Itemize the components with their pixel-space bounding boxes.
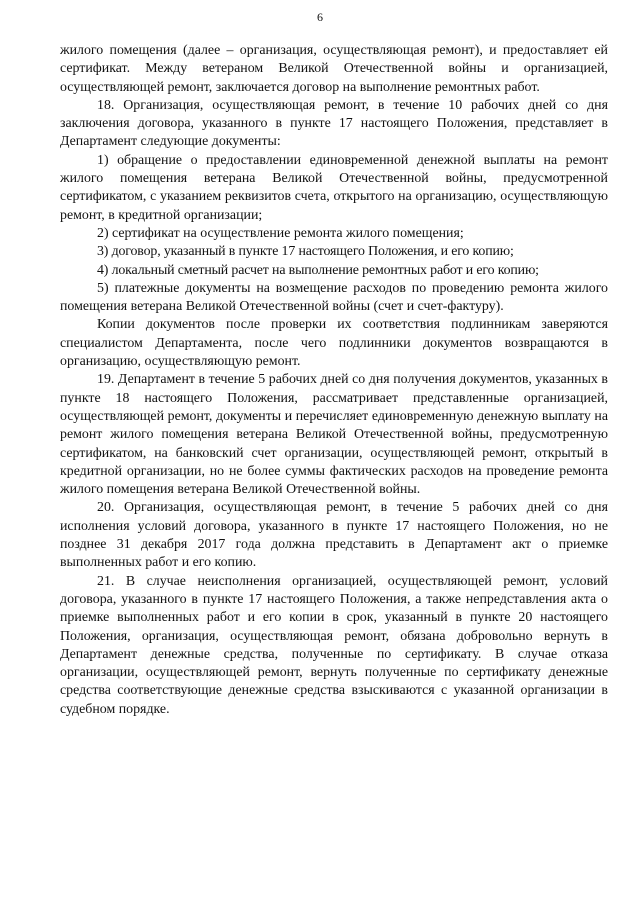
- paragraph-continuation: жилого помещения (далее – организация, осуществляющая ремонт), и предоставляет ей сертификат. Между ветераном Великой Отечественной войны и организацией, осуществляющей ремонт, заключается договор на выполнение ремонтных работ.: [60, 43, 608, 95]
- paragraph-21: 21. В случае неисполнения организацией, осуществляющей ремонт, условий договора, указанного в пункте 17 настоящего Положения, а также непредставления акта о приемке выполненных работ и его копии в срок, указанный в пункте 20 настоящего Положения, организация, осуществляющая ремонт, обязана добровольно вернуть в Департамент денежные средства, полученные по сертификату. В случае отказа организации, осуществляющей ремонт, вернуть полученные по сертификату денежные средства соответствующие денежные средства взыскиваются с указанной организации в судебном порядке.: [60, 573, 608, 717]
- paragraph-18: 18. Организация, осуществляющая ремонт, в течение 10 рабочих дней со дня заключения договора, указанного в пункте 17 настоящего Положения, представляет в Департамент следующие документы:: [60, 97, 608, 150]
- paragraph-20: 20. Организация, осуществляющая ремонт, в течение 5 рабочих дней со дня исполнения условий договора, указанного в пункте 17 настоящего Положения, но не позднее 31 декабря 2017 года должна представить в Департамент акт о приемке выполненных работ и его копию.: [60, 500, 608, 571]
- list-item-5: 5) платежные документы на возмещение расходов по проведению ремонта жилого помещения ветерана Великой Отечественной войны (счет и счет-фактуру).: [60, 280, 608, 315]
- paragraph-19: 19. Департамент в течение 5 рабочих дней со дня получения документов, указанных в пункте 18 настоящего Положения, рассматривает представленные организацией, осуществляющей ремонт, документы и перечисляет единовременную денежную выплату на ремонт жилого помещения ветерана Великой Отечественной войны, предусмотренную сертификатом, на банковский счет организации, осуществляющей ремонт, открытый в кредитной организации, но не более суммы фактических расходов на проведение ремонта жилого помещения ветерана Великой Отечественной войны.: [60, 372, 608, 498]
- list-item-2: 2) сертификат на осуществление ремонта жилого помещения;: [97, 225, 464, 241]
- list-item-4: 4) локальный сметный расчет на выполнение ремонтных работ и его копию;: [97, 262, 539, 278]
- list-item-3: 3) договор, указанный в пункте 17 настоящего Положения, и его копию;: [97, 244, 514, 260]
- page-number: 6: [317, 10, 323, 24]
- paragraph-copies: Копии документов после проверки их соответствия подлинникам заверяются специалистом Департамента, после чего подлинники документов возвращаются в организацию, осуществляющую ремонт.: [60, 317, 608, 370]
- document-body: [60, 42, 608, 719]
- list-item-1: 1) обращение о предоставлении единовременной денежной выплаты на ремонт жилого помещения ветерана Великой Отечественной войны, предусмотренной сертификатом, с указанием реквизитов счета, открытого на организацию, осуществляющую ремонт, в кредитной организации;: [60, 152, 608, 223]
